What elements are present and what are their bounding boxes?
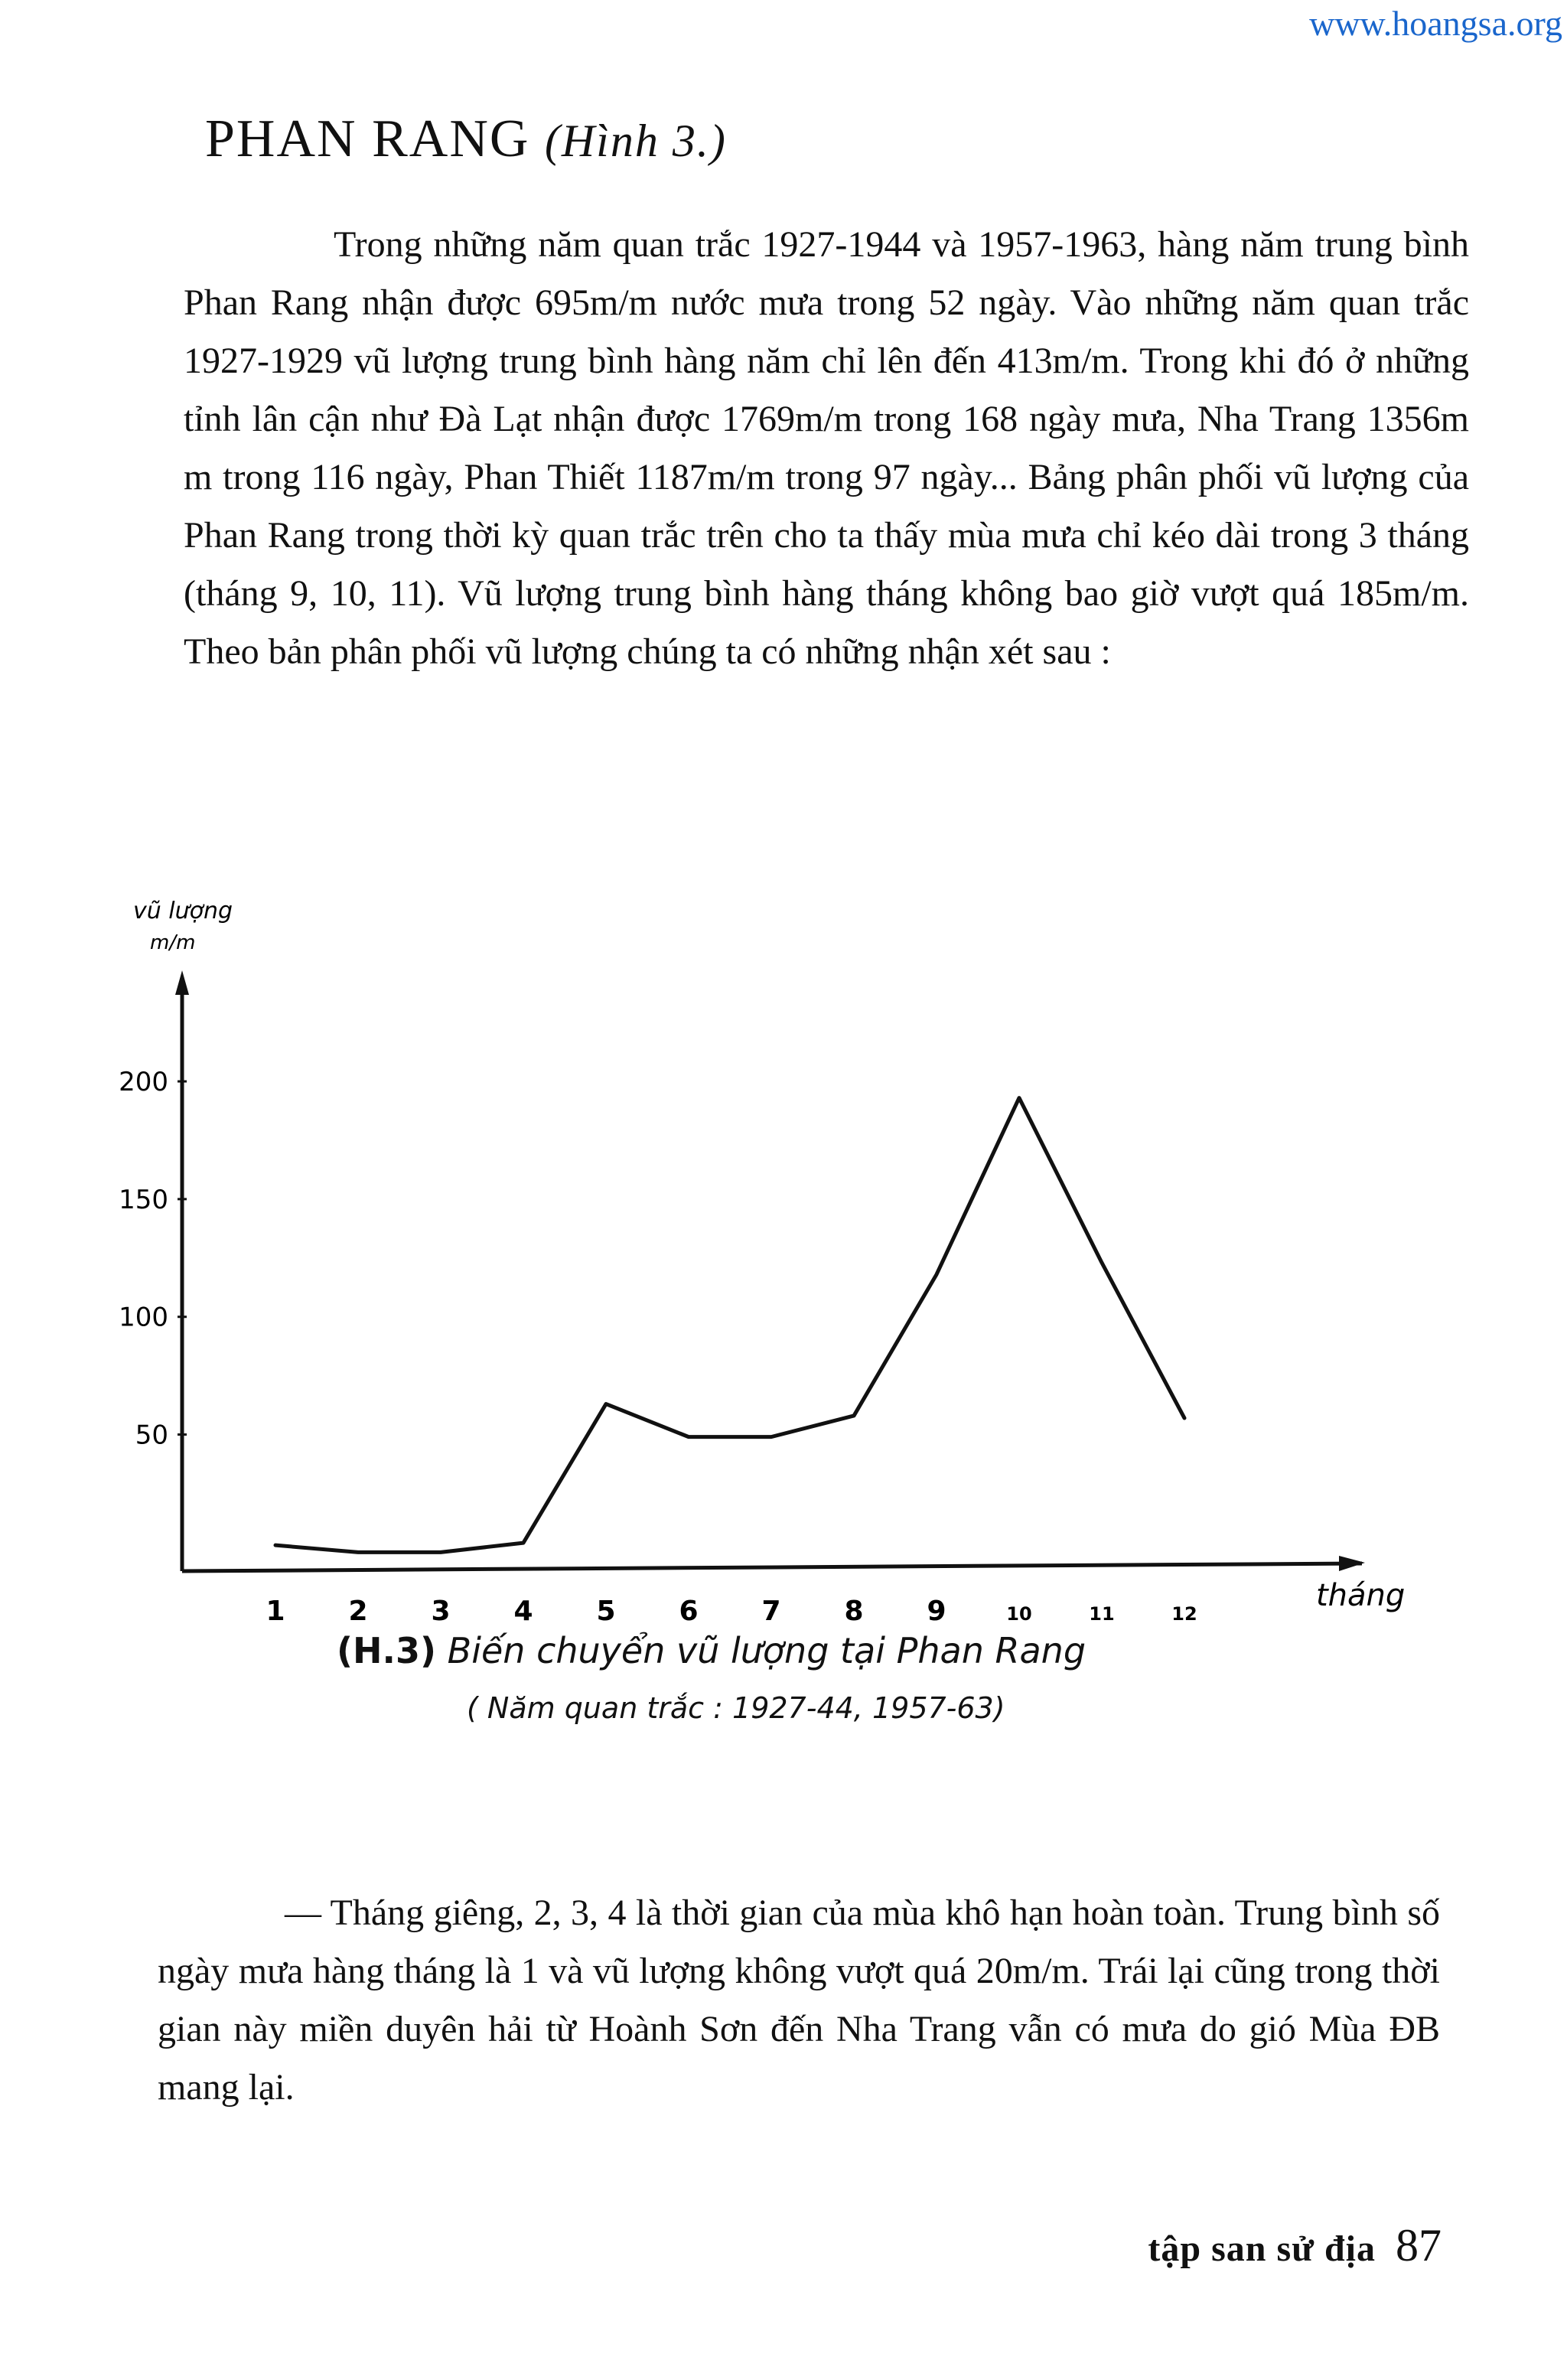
x-tick-label: 8 bbox=[844, 1596, 864, 1622]
body-paragraph-2: — Tháng giêng, 2, 3, 4 là thời gian của mùa khô hạn hoàn toàn. Trung bình số ngày mưa hàng tháng là 1 và vũ lượng không vượt quá 20m/m. Trái lại cũng trong thời gian này miền duyên hải từ Hoành Sơn đến Nha Trang vẫn có mưa do gió Mùa ĐB mang lại. bbox=[158, 1893, 1440, 2108]
x-tick-label: 1 bbox=[266, 1596, 285, 1622]
y-tick-label: 150 bbox=[119, 1184, 168, 1215]
page-footer bbox=[1148, 2219, 1442, 2272]
figure-caption bbox=[337, 1630, 1086, 1671]
x-tick-label: 4 bbox=[513, 1596, 533, 1622]
rainfall-line-chart bbox=[92, 888, 1454, 1622]
x-tick-label: 12 bbox=[1171, 1603, 1197, 1622]
body-paragraph-1: Trong những năm quan trắc 1927-1944 và 1957-1963, hàng năm trung bình Phan Rang nhận được 695m/m nước mưa trong 52 ngày. Vào những năm quan trắc 1927-1929 vũ lượng trung bình hàng năm chỉ lên đến 413m/m. Trong khi đó ở những tỉnh lân cận như Đà Lạt nhận được 1769m/m trong 168 ngày mưa, Nha Trang 1356m m trong 116 ngày, Phan Thiết 1187m/m trong 97 ngày... Bảng phân phối vũ lượng của Phan Rang trong thời kỳ quan trắc trên cho ta thấy mùa mưa chỉ kéo dài trong 3 tháng (tháng 9, 10, 11). Vũ lượng trung bình hàng tháng không bao giờ vượt quá 185m/m. Theo bản phân phối vũ lượng chúng ta có những nhận xét sau : bbox=[184, 224, 1469, 672]
x-axis-line bbox=[182, 1563, 1362, 1571]
section-title-text: PHAN RANG bbox=[205, 109, 530, 168]
figure-reference: (Hình 3.) bbox=[544, 116, 727, 166]
x-axis-label: tháng bbox=[1316, 1578, 1406, 1613]
page-number: 87 bbox=[1396, 2220, 1442, 2271]
figure-caption-text: Biến chuyển vũ lượng tại Phan Rang bbox=[447, 1630, 1086, 1671]
x-tick-label: 6 bbox=[679, 1596, 699, 1622]
x-tick-label: 10 bbox=[1006, 1603, 1032, 1622]
section-title bbox=[205, 109, 727, 170]
y-tick-label: 100 bbox=[119, 1302, 168, 1333]
x-tick-label: 11 bbox=[1089, 1603, 1115, 1622]
y-tick-label: 200 bbox=[119, 1067, 168, 1098]
x-axis-arrow bbox=[1339, 1556, 1365, 1571]
y-axis-label: vũ lượng bbox=[133, 898, 233, 924]
figure-subcaption: ( Năm quan trắc : 1927-44, 1957-63) bbox=[467, 1691, 1005, 1725]
x-tick-label: 3 bbox=[431, 1596, 451, 1622]
y-tick-label: 50 bbox=[135, 1420, 168, 1451]
figure-number: (H.3) bbox=[337, 1630, 437, 1671]
site-url[interactable]: www.hoangsa.org bbox=[1309, 4, 1562, 43]
x-tick-label: 7 bbox=[761, 1596, 781, 1622]
series-line bbox=[275, 1098, 1184, 1553]
journal-name: tập san sử địa bbox=[1148, 2228, 1376, 2269]
x-tick-label: 2 bbox=[348, 1596, 368, 1622]
y-axis-unit: m/m bbox=[150, 931, 196, 954]
x-tick-label: 9 bbox=[927, 1596, 946, 1622]
y-axis-arrow bbox=[175, 970, 189, 995]
x-tick-label: 5 bbox=[596, 1596, 616, 1622]
